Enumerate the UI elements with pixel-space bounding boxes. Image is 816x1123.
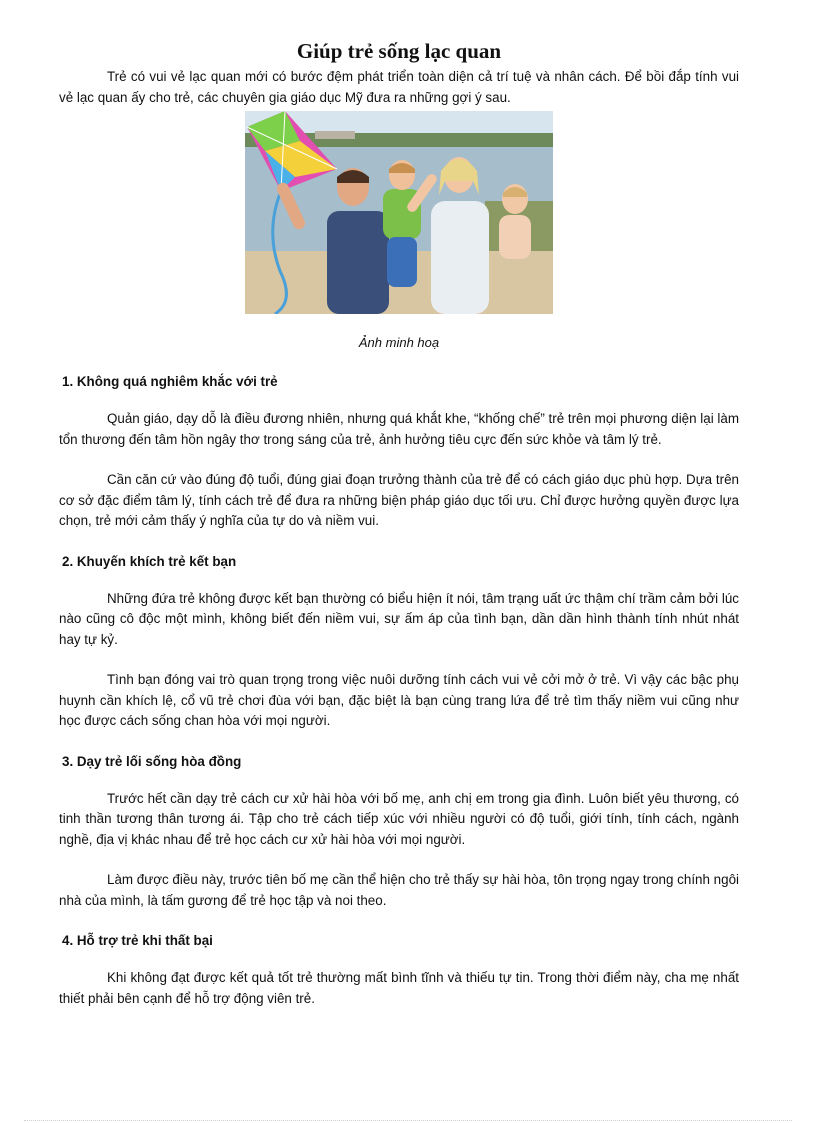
document-page	[59, 38, 739, 1009]
section-heading: 3. Dạy trẻ lối sống hòa đồng	[62, 753, 242, 769]
section-heading: 2. Khuyến khích trẻ kết bạn	[62, 553, 237, 569]
section-paragraph: Trước hết cần dạy trẻ cách cư xử hài hòa với bố mẹ, anh chị em trong gia đình. Luôn biết yêu thương, có tinh thần tương thân tương ái. Tập cho trẻ cách tiếp xúc với nhiều người có độ tuổi, giới tính, tính cách, ngành nghề, địa vị khác nhau để trẻ học cách cư xử hài hòa với mọi người.	[59, 790, 739, 847]
section-paragraph: Khi không đạt được kết quả tốt trẻ thường mất bình tĩnh và thiếu tự tin. Trong thời điểm này, cha mẹ nhất thiết phải bên cạnh để hỗ trợ động viên trẻ.	[59, 970, 739, 1006]
baby-figure	[499, 184, 531, 259]
section-paragraph: Cần căn cứ vào đúng độ tuổi, đúng giai đoạn trưởng thành của trẻ để có cách giáo dục phù hợp. Dựa trên cơ sở đặc điểm tâm lý, tính cách trẻ để đưa ra những biện pháp giáo dục tối ưu. Chỉ được hưởng quyền được lựa chọn, trẻ mới cảm thấy ý nghĩa của tự do và niềm vui.	[59, 472, 739, 528]
section-paragraph: Quản giáo, dạy dỗ là điều đương nhiên, nhưng quá khắt khe, “khống chế” trẻ trên mọi phương diện lại làm tổn thương đến tâm hồn ngây thơ trong sáng của trẻ, ảnh hưởng tiêu cực đến sức khỏe và tâm lý trẻ.	[59, 411, 739, 447]
section-heading: 4. Hỗ trợ trẻ khi thất bại	[62, 933, 213, 948]
section-paragraph: Tình bạn đóng vai trò quan trọng trong việc nuôi dưỡng tính cách vui vẻ cởi mở ở trẻ. Vì vậy các bậc phụ huynh cần khích lệ, cổ vũ trẻ chơi đùa với bạn, đặc biệt là bạn cùng trang lứa để trẻ tìm thấy niềm vui cũng như học được cách sống chan hòa với mọi người.	[59, 672, 739, 728]
intro-paragraph: Trẻ có vui vẻ lạc quan mới có bước đệm phát triển toàn diện cả trí tuệ và nhân cách. Để bồi đắp tính vui vẻ lạc quan ấy cho trẻ, các chuyên gia giáo dục Mỹ đưa ra những gợi ý sau.	[59, 69, 739, 105]
family-kite-photo	[245, 111, 553, 314]
section-heading: 1. Không quá nghiêm khắc với trẻ	[62, 374, 278, 389]
image-caption: Ảnh minh hoạ	[358, 335, 440, 350]
page-bottom-border	[24, 1120, 792, 1121]
section-paragraph: Làm được điều này, trước tiên bố mẹ cần thể hiện cho trẻ thấy sự hài hòa, tôn trọng ngay trong chính ngôi nhà của mình, là tấm gương để trẻ học tập và noi theo.	[59, 872, 739, 908]
article-title: Giúp trẻ sống lạc quan	[296, 39, 502, 63]
section-paragraph: Những đứa trẻ không được kết bạn thường có biểu hiện ít nói, tâm trạng uất ức thậm chí trầm cảm bởi lúc nào cũng cô độc một mình, không biết đến niềm vui, sự ấm áp của tình bạn, dần dần hình thành tính nhút nhát hay tự kỷ.	[59, 590, 739, 647]
